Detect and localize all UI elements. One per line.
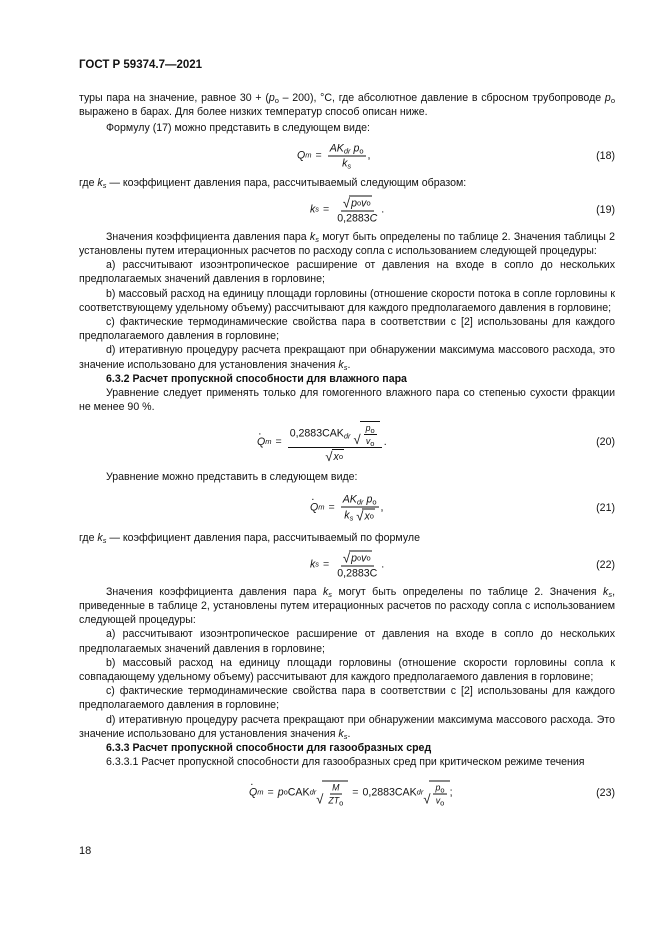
- text: .: [347, 358, 351, 371]
- text: – 200), °С, где абсолютное давление в сбросном трубопроводе: [278, 92, 602, 104]
- equation-22: [79, 545, 615, 585]
- sub-o: o: [359, 146, 364, 156]
- sub-dr: dr: [309, 787, 317, 797]
- sub-dr: dr: [356, 497, 364, 507]
- sub-o: o: [372, 497, 377, 507]
- const: CAK: [287, 786, 310, 799]
- fraction: [341, 493, 379, 522]
- symbol-p: p: [268, 92, 275, 104]
- equation-number: (20): [596, 436, 615, 449]
- symbol-v: v: [435, 795, 441, 805]
- formula-21: [310, 493, 383, 522]
- text: где: [79, 531, 98, 544]
- list-item-a: a) рассчитывают изоэнтропическое расширение от давления на входе в сопло до нескольких предполагаемых значений давления в горловине;: [79, 259, 615, 286]
- sub-m: m: [305, 150, 312, 160]
- text: , приведенные в таблице 2, установлены путем итерационных расчетов по расходу сопла с использованием следующей процедуры:: [79, 585, 616, 627]
- sqrt: √ x o: [325, 449, 343, 465]
- sub-m: m: [265, 437, 272, 447]
- text: туры пара на значение, равное 30 + (: [79, 92, 269, 104]
- fraction: [335, 195, 379, 224]
- sub-m: m: [318, 502, 325, 512]
- symbol-p: p: [366, 493, 373, 506]
- sub-dr: dr: [343, 146, 351, 156]
- symbol-k: k: [322, 585, 329, 598]
- sqrt: √ $\frac{M}{ZT_o}$: [316, 780, 348, 805]
- sqrt: √ p o v o: [342, 550, 371, 566]
- symbol-ak: AK: [342, 493, 357, 506]
- equals-sign: =: [323, 203, 330, 216]
- symbol-p: p: [435, 782, 441, 792]
- sub-s: s: [315, 559, 320, 569]
- section-heading-6-3-3: 6.3.3 Расчет пропускной способности для газообразных сред: [106, 742, 432, 755]
- symbol-q: Q: [297, 149, 306, 162]
- equals-sign: =: [275, 436, 282, 449]
- section-heading-6-3-2: 6.3.2 Расчет пропускной способности для влажного пара: [106, 372, 407, 385]
- sub-o: o: [274, 96, 279, 105]
- paragraph-ks-def-2: [79, 531, 615, 545]
- list-item-b: b) массовый расход на единицу площади горловины (отношение скорости потока в сопле горловины к соответствующему удельному объему) рассчитывают для каждого предполагаемого давления в горловине;: [79, 287, 615, 314]
- sqrt: √ $\frac{p_o}{v_o}$: [423, 780, 449, 805]
- equation-number: (22): [596, 558, 615, 571]
- formula-20: [257, 421, 387, 463]
- symbol-k: k: [97, 176, 103, 189]
- list2-item-c: c) фактические термодинамические свойства пара в соответствии с [2] использованы для каждого предполагаемого давления в горловине;: [79, 685, 615, 712]
- const: 0,2883: [337, 212, 370, 225]
- symbol-p: p: [351, 552, 357, 565]
- paragraph-ks-table-2: [79, 585, 615, 628]
- list-item-c: c) фактические термодинамические свойства пара в соответствии с [2] использованы для каждого предполагаемого давления в горловине;: [79, 316, 615, 343]
- sub-o: o: [440, 785, 445, 794]
- sub-s: s: [608, 589, 613, 599]
- sqrt: √ $\frac{p_o}{v_o}$: [354, 421, 380, 446]
- punct: ,: [380, 501, 384, 514]
- symbol-p: p: [365, 423, 371, 434]
- formula-22: [310, 550, 384, 579]
- equation-21: [79, 485, 615, 531]
- symbol-p: p: [604, 92, 611, 104]
- symbol-c: C: [369, 212, 378, 225]
- fraction: [328, 142, 366, 169]
- subsection-6-3-3-1: 6.3.3.1 Расчет пропускной способности для газообразных сред при критическом режиме течения: [106, 756, 585, 769]
- punct: .: [381, 203, 385, 216]
- const: 0,2883CAK: [362, 786, 417, 799]
- equation-number: (21): [596, 501, 615, 514]
- sqrt: √ p o v o: [342, 195, 371, 211]
- equals-sign: =: [267, 786, 274, 799]
- symbol-k: k: [97, 531, 103, 544]
- paragraph-ks-table-1: [79, 230, 615, 258]
- formula-23: · Q m = p o CAK dr √ $\frac{M}{ZT_o}$ = 0,2883CAK dr √ $\frac{p_o}{v_o}$ ;: [249, 780, 453, 805]
- sub-s: s: [347, 161, 352, 171]
- list2-item-b: b) массовый расход на единицу площади горловины (отношение скорости горловины сопла к совпадающему удельному объему) рассчитывают для каждого предполагаемого давления в горловине;: [79, 656, 615, 684]
- punct: ,: [367, 149, 371, 162]
- sub-s: s: [343, 731, 348, 741]
- text: — коэффициент давления пара, рассчитываемый по формуле: [106, 531, 420, 544]
- symbol-v: v: [365, 436, 371, 447]
- punct: .: [383, 436, 387, 449]
- equation-20: [79, 414, 615, 470]
- equation-18: [79, 136, 615, 176]
- page-number: 18: [79, 845, 92, 857]
- sub-s: s: [349, 512, 354, 522]
- symbol-k: k: [338, 358, 344, 371]
- symbol-v: v: [361, 197, 367, 210]
- paragraph-equation-form: Уравнение можно представить в следующем виде:: [106, 471, 358, 484]
- sub-dr: dr: [343, 431, 351, 441]
- symbol-m: M: [332, 782, 340, 792]
- paragraph-formula-17: Формулу (17) можно представить в следующем виде:: [106, 122, 370, 135]
- paragraph-wet-steam: Уравнение следует применять только для гомогенного влажного пара со степенью сухости фракции не менее 90 %.: [79, 387, 615, 414]
- symbol-q: Q: [257, 436, 266, 449]
- formula-19: [310, 195, 384, 224]
- punct: .: [381, 558, 385, 571]
- symbol-ak: AK: [329, 142, 344, 155]
- sub-s: s: [102, 180, 107, 190]
- formula-18: [297, 142, 370, 169]
- sub-o: o: [440, 798, 445, 807]
- equation-number: (19): [596, 203, 615, 216]
- symbol-k: k: [342, 157, 348, 170]
- symbol-p: p: [353, 142, 360, 155]
- sub-s: s: [315, 204, 320, 214]
- sub-dr: dr: [416, 787, 424, 797]
- paragraph-temperature: [79, 91, 615, 119]
- equation-23: [79, 770, 615, 816]
- text: .: [347, 727, 351, 740]
- equation-number: (18): [596, 149, 615, 162]
- standard-header: ГОСТ Р 59374.7—2021: [79, 59, 203, 71]
- symbol-q: Q: [249, 786, 258, 799]
- equals-sign: =: [315, 149, 322, 162]
- sub-o: o: [610, 96, 615, 105]
- symbol-k: k: [344, 508, 350, 521]
- text: — коэффициент давления пара, рассчитываемый следующим образом:: [106, 176, 467, 189]
- fraction: [335, 550, 379, 579]
- symbol-k: k: [310, 203, 316, 216]
- sub-s: s: [315, 234, 319, 244]
- equals-sign: =: [323, 558, 330, 571]
- symbol-k: k: [603, 585, 609, 598]
- text: где: [79, 176, 98, 189]
- const: 0,2883C: [337, 567, 378, 580]
- text: Значения коэффициента давления пара: [106, 585, 323, 598]
- text: могут быть определены по таблице 2. Значения: [332, 585, 604, 598]
- symbol-x: x: [364, 510, 370, 523]
- symbol-q: Q: [310, 501, 319, 514]
- paragraph-ks-def-1: [79, 176, 615, 190]
- list2-item-d: [79, 713, 615, 741]
- list2-item-a: a) рассчитывают изоэнтропическое расширение от давления на входе в сопло до нескольких предполагаемых значений давления в горловине;: [79, 628, 615, 655]
- sub-s: s: [102, 535, 107, 545]
- sub-o: o: [370, 426, 375, 436]
- equals-sign: =: [352, 786, 359, 799]
- equals-sign: =: [328, 501, 335, 514]
- text: Значения коэффициента давления пара: [106, 230, 310, 243]
- text: могут быть определены по таблице 2. Значения таблицы 2 установлены путем итерационных расчетов по расходу сопла с использованием следующей процедуры:: [79, 230, 615, 258]
- equation-19: [79, 190, 615, 230]
- symbol-p: p: [277, 786, 284, 799]
- document-body: [79, 91, 615, 816]
- symbol-zt: ZT: [328, 795, 340, 805]
- sub-s: s: [328, 589, 333, 599]
- sub-o: o: [339, 798, 344, 807]
- equation-number: (23): [596, 786, 615, 799]
- sub-s: s: [343, 362, 348, 372]
- symbol-k: k: [310, 558, 316, 571]
- symbol-k: k: [338, 727, 344, 740]
- punct: ;: [449, 786, 453, 799]
- sub-o: o: [370, 439, 375, 449]
- fraction: [288, 421, 382, 463]
- text: d) итеративную процедуру расчета прекращают при обнаружении максимума массового расхода. Это значение использовано для установления значения: [79, 713, 615, 740]
- text: выражено в барах. Для более низких температур способ описан ниже.: [79, 106, 428, 119]
- symbol-k: k: [309, 230, 316, 243]
- symbol-x: x: [333, 451, 339, 464]
- sub-m: m: [257, 787, 264, 797]
- sqrt: √ x o: [356, 508, 374, 524]
- symbol-p: p: [351, 197, 357, 210]
- list-item-d: [79, 343, 615, 371]
- symbol-v: v: [361, 552, 367, 565]
- const: 0,2883CAK: [289, 427, 344, 440]
- text: d) итеративную процедуру расчета прекращают при обнаружении максимума массового расхода, это значение использовано для установления значения: [79, 344, 615, 371]
